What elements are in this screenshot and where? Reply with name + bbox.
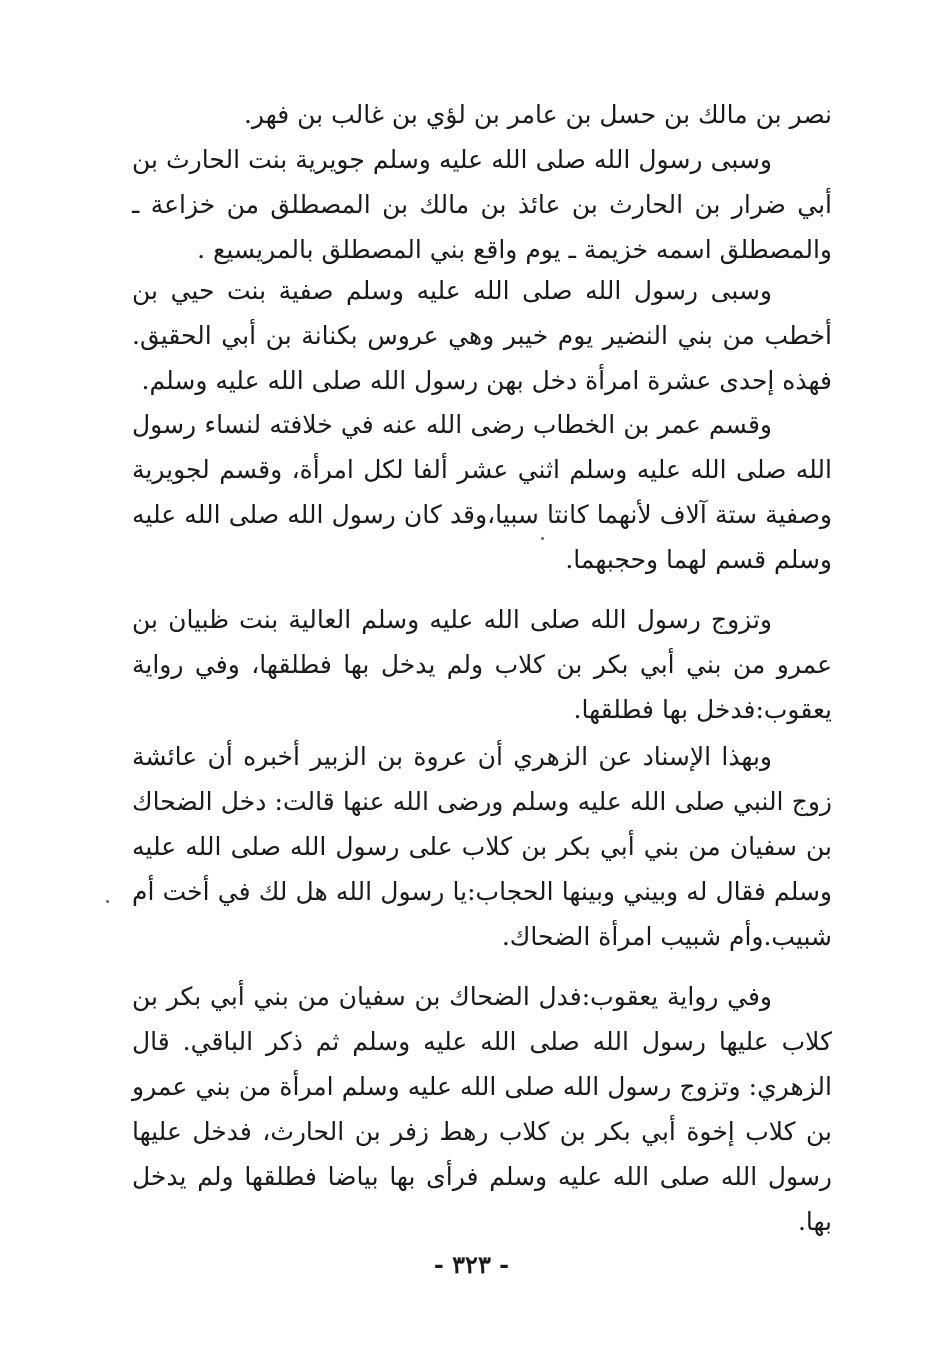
scan-speck (106, 900, 109, 903)
paragraph-2-block (132, 137, 832, 272)
paragraph-7-block (132, 974, 832, 1244)
paragraph-1: نصر بن مالك بن حسل بن عامر بن لؤي بن غالب بن فهر. (243, 100, 832, 129)
scan-speck (541, 537, 544, 540)
paragraph-2: وسبى رسول الله صلى الله عليه وسلم جويرية بنت الحارث بن أبي ضرار بن الحارث بن عائذ بن مالك بن المصطلق من خزاعة ـ والمصطلق اسمه خزيمة ـ يوم واقع بني المصطلق بالمريسيع . (132, 145, 832, 264)
paragraph-1-block (132, 92, 832, 137)
page-number: - ٣٢٣ - (433, 1250, 510, 1279)
paragraph-3: وسبى رسول الله صلى الله عليه وسلم صفية بنت حيي بن أخطب من بني النضير يوم خيبر وهي عروس بكنانة بن أبي الحقيق. فهذه إحدى عشرة امرأة دخل بهن رسول الله صلى الله عليه وسلم. (132, 276, 832, 395)
paragraph-5-block (132, 597, 832, 732)
paragraph-5: وتزوج رسول الله صلى الله عليه وسلم العالية بنت ظبيان بن عمرو من بني أبي بكر بن كلاب ولم يدخل بها فطلقها، وفي رواية يعقوب:فدخل بها فطلقها. (132, 605, 832, 724)
paragraph-4-block (132, 402, 832, 582)
paragraph-4: وقسم عمر بن الخطاب رضى الله عنه في خلافته لنساء رسول الله صلى الله عليه وسلم اثني عشر ألفا لكل امرأة، وقسم لجويرية وصفية ستة آلاف لأنهما كانتا سبيا،وقد كان رسول الله صلى الله عليه وسلم قسم لهما وحجبهما. (132, 410, 832, 574)
paragraph-7: وفي رواية يعقوب:فدل الضحاك بن سفيان من بني أبي بكر بن كلاب عليها رسول الله صلى الله عليه وسلم ثم ذكر الباقي. قال الزهري: وتزوج رسول الله صلى الله عليه وسلم امرأة من بني عمرو بن كلاب إخوة أبي بكر بن كلاب رهط زفر بن الحارث، فدخل عليها رسول الله صلى الله عليه وسلم فرأى بها بياضا فطلقها ولم يدخل بها. (132, 982, 832, 1236)
paragraph-6: وبهذا الإسناد عن الزهري أن عروة بن الزبير أخبره أن عائشة زوج النبي صلى الله عليه وسلم ورضى الله عنها قالت: دخل الضحاك بن سفيان من بني أبي بكر بن كلاب على رسول الله صلى الله عليه وسلم فقال له وبيني وبينها الحجاب:يا رسول الله هل لك في أخت أم شبيب.وأم شبيب امرأة الضحاك. (132, 742, 832, 951)
paragraph-6-block (132, 734, 832, 959)
paragraph-3-block (132, 268, 832, 403)
